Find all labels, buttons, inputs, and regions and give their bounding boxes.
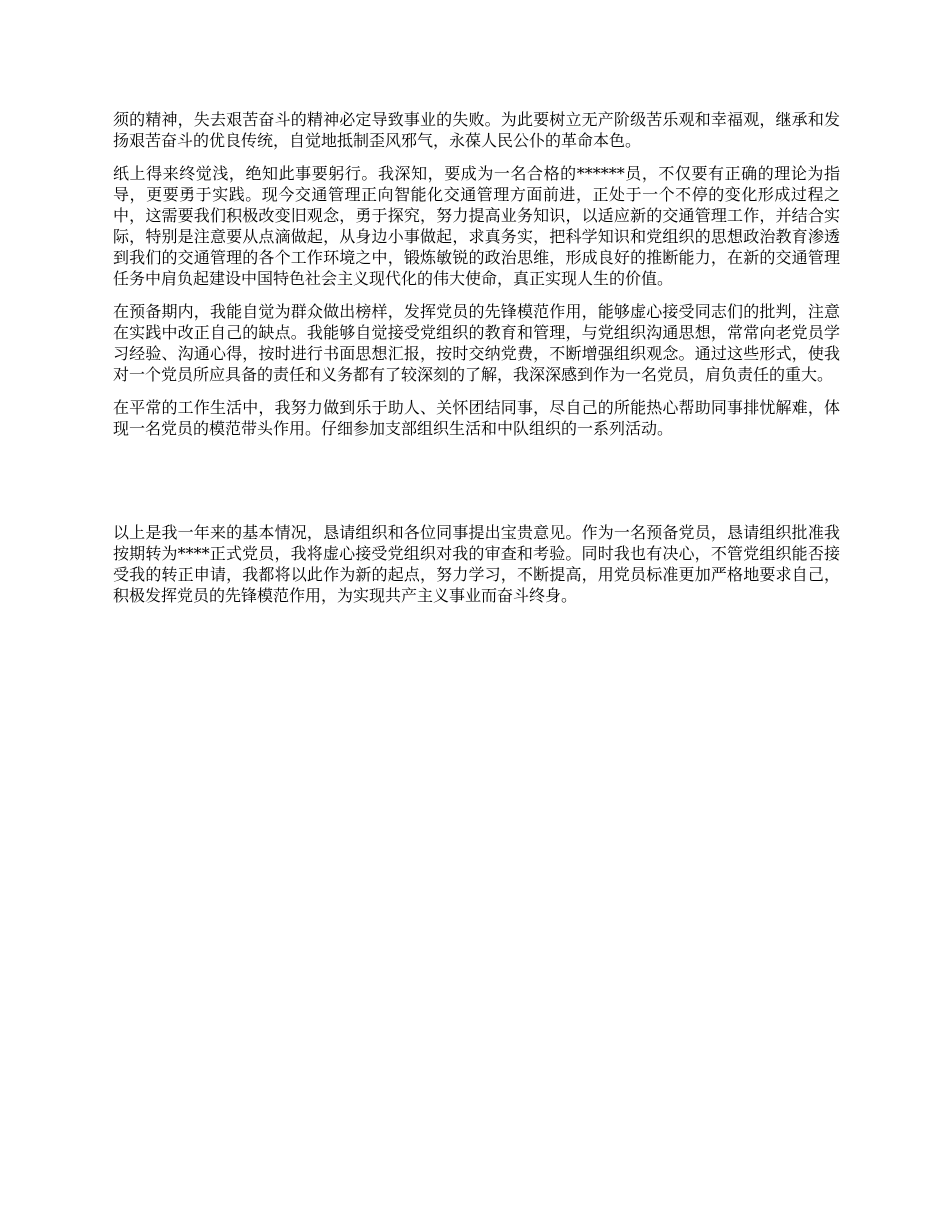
paragraph-hardship-spirit: 须的精神，失去艰苦奋斗的精神必定导致事业的失败。为此要树立无产阶级苦乐观和幸福观，继承和发扬艰苦奋斗的优良传统，自觉地抵制歪风邪气，永葆人民公仆的革命本色。 bbox=[113, 110, 840, 150]
paragraph-practice: 纸上得来终觉浅，绝知此事要躬行。我深知，要成为一名合格的******员，不仅要有正确的理论为指导，更要勇于实践。现今交通管理正向智能化交通管理方面前进，正处于一个不停的变化形成过程之中，这需要我们积极改变旧观念，勇于探究，努力提高业务知识，以适应新的交通管理工作，并结合实际，特别是注意要从点滴做起，从身边小事做起，求真务实，把科学知识和党组织的思想政治教育渗透到我们的交通管理的各个工作环境之中，锻炼敏锐的政治思维，形成良好的推断能力，在新的交通管理任务中肩负起建设中国特色社会主义现代化的伟大使命，真正实现人生的价值。 bbox=[113, 164, 840, 288]
paragraph-daily-work: 在平常的工作生活中，我努力做到乐于助人、关怀团结同事，尽自己的所能热心帮助同事排忧解难，体现一名党员的模范带头作用。仔细参加支部组织生活和中队组织的一系列活动。 bbox=[113, 398, 840, 438]
paragraph-conclusion: 以上是我一年来的基本情况，恳请组织和各位同事提出宝贵意见。作为一名预备党员，恳请组织批准我按期转为****正式党员，我将虚心接受党组织对我的审查和考验。同时我也有决心，不管党组织能否接受我的转正申请，我都将以此作为新的起点，努力学习，不断提高，用党员标准更加严格地要求自己，积极发挥党员的先锋模范作用，为实现共产主义事业而奋斗终身。 bbox=[113, 523, 840, 605]
paragraph-spacer bbox=[113, 451, 840, 522]
document-body bbox=[113, 109, 840, 618]
paragraph-probation-period: 在预备期内，我能自觉为群众做出榜样，发挥党员的先锋模范作用，能够虚心接受同志们的批判，注意在实践中改正自己的缺点。我能够自觉接受党组织的教育和管理，与党组织沟通思想，常常向老党员学习经验、沟通心得，按时进行书面思想汇报，按时交纳党费，不断增强组织观念。通过这些形式，使我对一个党员所应具备的责任和义务都有了较深刻的了解，我深深感到作为一名党员，肩负责任的重大。 bbox=[113, 302, 840, 384]
